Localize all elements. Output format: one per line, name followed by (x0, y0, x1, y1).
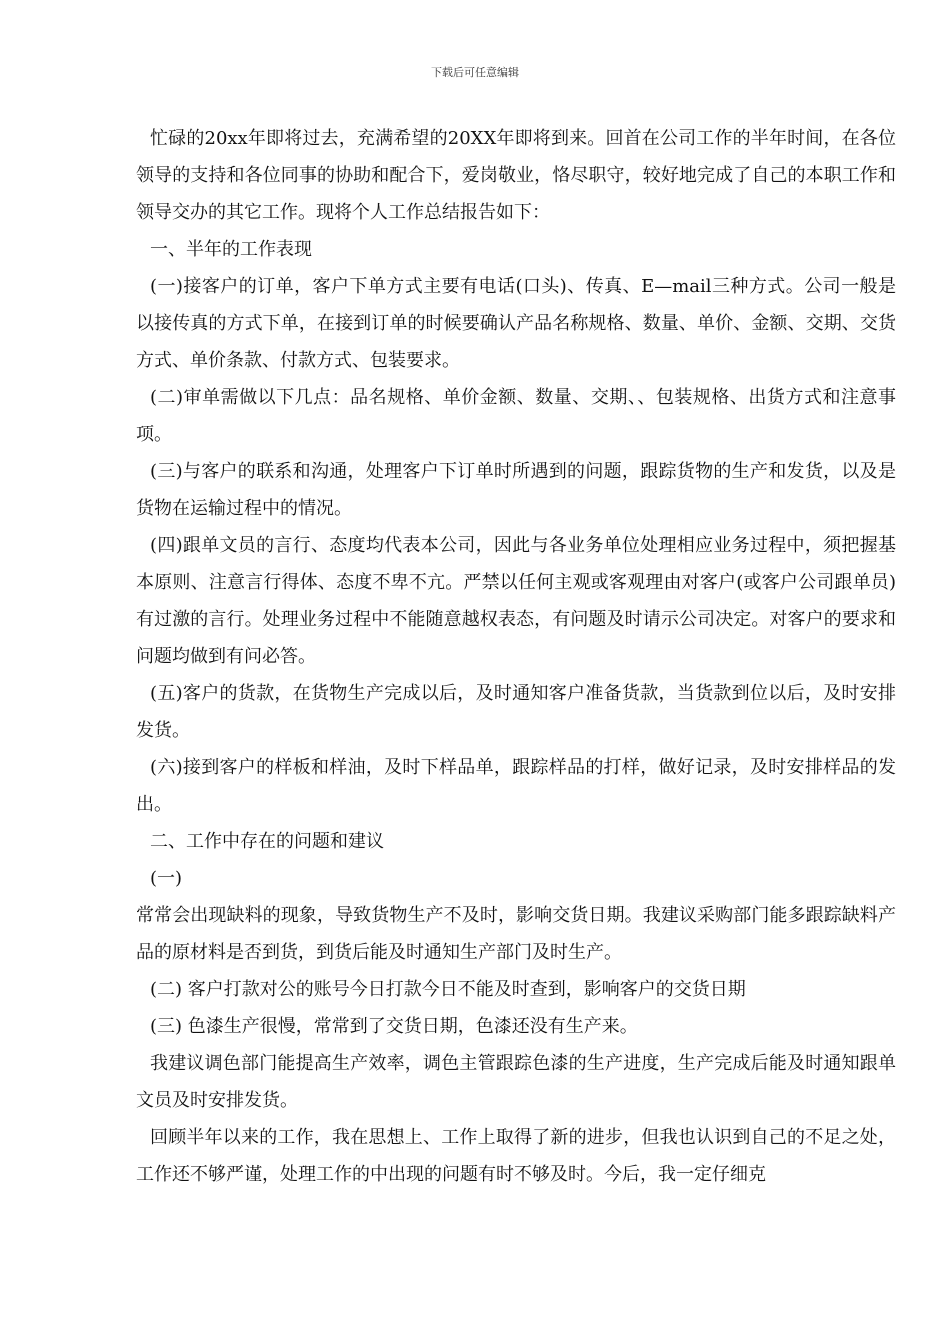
section-heading-2: 二、工作中存在的问题和建议 (150, 831, 384, 852)
problem-item-1-text: 常常会出现缺料的现象，导致货物生产不及时，影响交货日期。我建议采购部门能多跟踪缺料产品的原材料是否到货，到货后能及时通知生产部门及时生产。 (136, 905, 896, 963)
review-paragraph: 回顾半年以来的工作，我在思想上、工作上取得了新的进步，但我也认识到自己的不足之处，工作还不够严谨，处理工作的中出现的问题有时不够及时。今后，我一定仔细克 (136, 1127, 896, 1185)
paragraph-item-5: (五)客户的货款，在货物生产完成以后，及时通知客户准备货款，当货款到位以后，及时安排发货。 (136, 683, 896, 741)
paragraph-item-6: (六)接到客户的样板和样油，及时下样品单，跟踪样品的打样，做好记录，及时安排样品的发出。 (136, 757, 896, 815)
paragraph-item-3: (三)与客户的联系和沟通，处理客户下订单时所遇到的问题，跟踪货物的生产和发货，以及是货物在运输过程中的情况。 (136, 461, 896, 519)
document-body (136, 120, 896, 1193)
paragraph-intro: 忙碌的20xx年即将过去，充满希望的20XX年即将到来。回首在公司工作的半年时间，在各位领导的支持和各位同事的协助和配合下，爱岗敬业，恪尽职守，较好地完成了自己的本职工作和领导交办的其它工作。现将个人工作总结报告如下： (136, 128, 896, 223)
problem-item-3: (三) 色漆生产很慢，常常到了交货日期，色漆还没有生产来。 (150, 1016, 638, 1037)
paragraph-item-2: (二)审单需做以下几点：品名规格、单价金额、数量、交期、、包装规格、出货方式和注意事项。 (136, 387, 896, 445)
section-heading-1: 一、半年的工作表现 (150, 239, 312, 260)
problem-item-2: (二) 客户打款对公的账号今日打款今日不能及时查到，影响客户的交货日期 (150, 979, 746, 1000)
paragraph-item-4: (四)跟单文员的言行、态度均代表本公司，因此与各业务单位处理相应业务过程中，须把握基本原则、注意言行得体、态度不卑不亢。严禁以任何主观或客观理由对客户(或客户公司跟单员)有过激的言行。处理业务过程中不能随意越权表态，有问题及时请示公司决定。对客户的要求和问题均做到有问必答。 (136, 535, 896, 667)
problem-item-1-label: (一) (150, 868, 183, 889)
suggestion-paragraph: 我建议调色部门能提高生产效率，调色主管跟踪色漆的生产进度，生产完成后能及时通知跟单文员及时安排发货。 (136, 1053, 896, 1111)
paragraph-item-1: (一)接客户的订单，客户下单方式主要有电话(口头)、传真、E—mail三种方式。公司一般是以接传真的方式下单，在接到订单的时候要确认产品名称规格、数量、单价、金额、交期、交货方式、单价条款、付款方式、包装要求。 (136, 276, 896, 371)
page-header: 下载后可任意编辑 (431, 66, 519, 79)
